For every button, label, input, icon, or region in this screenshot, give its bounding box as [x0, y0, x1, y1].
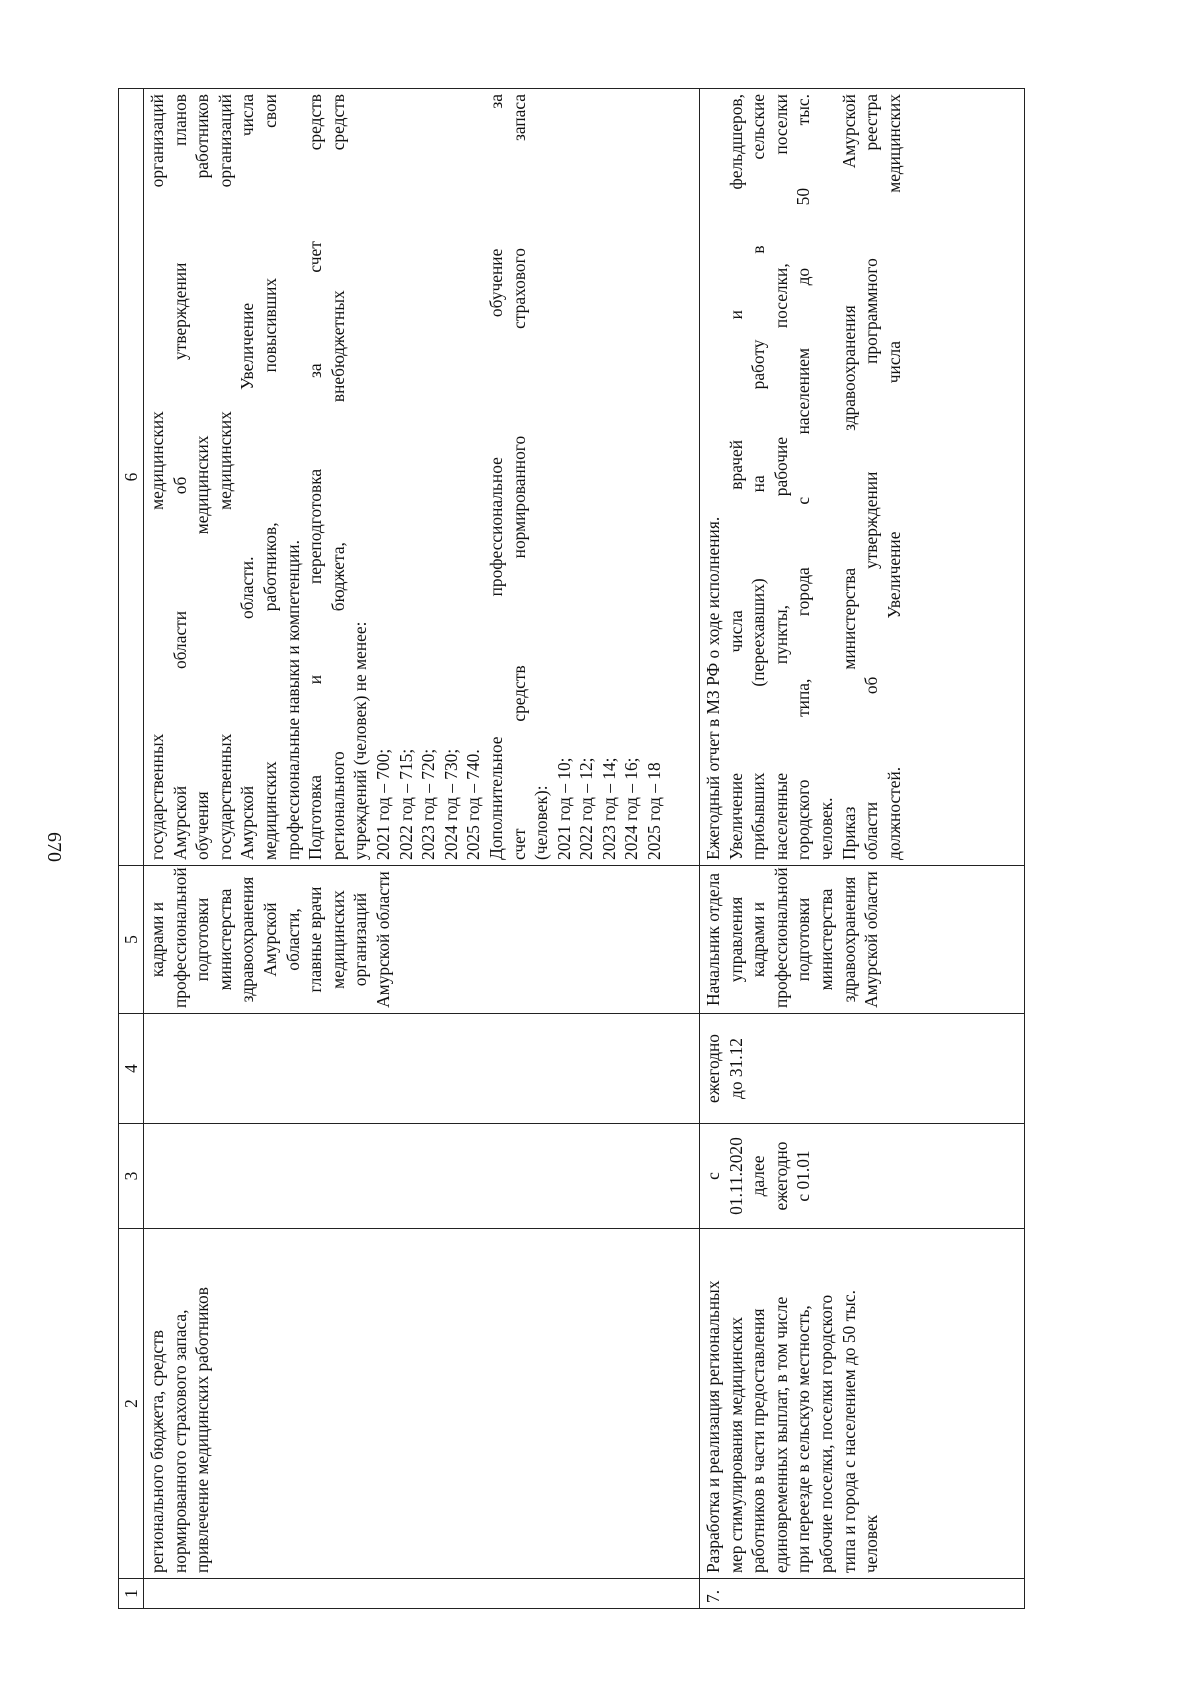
- cell-measure: [144, 1229, 700, 1579]
- cell-end-date: [144, 1014, 700, 1124]
- cell-text-line: человек.: [815, 797, 836, 860]
- cell-text-line: управления: [725, 896, 746, 983]
- cell-text-line: области,: [282, 908, 303, 971]
- cell-text-line: профессиональной: [770, 867, 791, 1008]
- cell-text-line: с 01.01: [793, 1150, 814, 1202]
- cell-text-line: 2025 год – 740.: [463, 749, 484, 860]
- cell-start-date: [144, 1124, 700, 1229]
- table-header-row: [119, 89, 144, 1609]
- cell-text-line: должностей. Увеличение числа медицинских: [883, 94, 904, 860]
- cell-text-line: нормированного страхового запаса,: [169, 1309, 190, 1573]
- header-col-1: 1: [119, 1579, 144, 1609]
- cell-text-line: Дополнительное профессиональное обучение за: [485, 94, 506, 860]
- cell-text-line: подготовки: [793, 897, 814, 982]
- cell-text-line: подготовки: [192, 897, 213, 982]
- cell-text-line: 2024 год – 16;: [621, 757, 642, 860]
- cell-text-line: работников в части предоставления: [748, 1308, 769, 1573]
- cell-text-line: счет средств нормированного страхового запаса: [508, 94, 529, 860]
- cell-text-line: Амурской области: [861, 871, 882, 1008]
- cell-text-line: 2023 год – 720;: [418, 748, 439, 860]
- cell-number: 7.: [700, 1579, 1025, 1609]
- cell-text-line: 2022 год – 12;: [576, 757, 597, 860]
- cell-text-line: профессиональной: [169, 867, 190, 1008]
- cell-text-line: государственных медицинских организаций: [147, 94, 167, 860]
- cell-text-line: типа и города с населением до 50 тыс.: [838, 1290, 859, 1573]
- cell-text-line: 01.11.2020: [725, 1137, 746, 1215]
- header-col-3: 3: [119, 1124, 144, 1229]
- cell-responsible: [144, 866, 700, 1014]
- cell-text-line: Начальник отдела: [703, 872, 723, 1007]
- cell-text-line: прибывших (переехавших) на работу в сельские: [748, 94, 769, 860]
- cell-text-line: регионального бюджета, внебюджетных средств: [327, 94, 348, 860]
- cell-text-line: регионального бюджета, средств: [147, 1330, 167, 1573]
- cell-text-line: Подготовка и переподготовка за счет средств: [305, 94, 326, 860]
- cell-text-line: ежегодно: [770, 1141, 791, 1211]
- cell-result: [700, 89, 1025, 866]
- cell-text-line: учреждений (человек) не менее:: [350, 621, 371, 860]
- cell-text-line: привлечение медицинских работников: [192, 1287, 213, 1573]
- cell-text-line: 2023 год – 14;: [598, 757, 619, 860]
- cell-text-line: 2021 год – 10;: [553, 757, 574, 860]
- cell-text-line: Ежегодный отчет в МЗ РФ о ходе исполнения.: [703, 516, 723, 860]
- cell-text-line: далее: [748, 1155, 769, 1197]
- header-col-6: 6: [119, 89, 144, 866]
- cell-text-line: обучения медицинских работников: [192, 94, 213, 860]
- cell-end-date: [700, 1014, 1025, 1124]
- table-row: [144, 89, 700, 1609]
- table-row: [700, 89, 1025, 1609]
- header-col-5: 5: [119, 866, 144, 1014]
- cell-text-line: Амурской: [259, 902, 280, 977]
- cell-text-line: Разработка и реализация региональных: [703, 1280, 723, 1573]
- cell-text-line: медицинских работников, повысивших свои: [259, 94, 280, 860]
- cell-text-line: 2022 год – 715;: [395, 748, 416, 860]
- cell-text-line: Амурской области об утверждении планов: [169, 94, 190, 860]
- document-sheet: [118, 89, 1023, 1609]
- cell-text-line: медицинских: [327, 890, 348, 989]
- cell-start-date: [700, 1124, 1025, 1229]
- cell-text-line: до 31.12: [725, 1037, 746, 1100]
- cell-text-line: Амурской области. Увеличение числа: [237, 94, 258, 860]
- header-col-4: 4: [119, 1014, 144, 1124]
- cell-text-line: государственных медицинских организаций: [214, 94, 235, 860]
- cell-text-line: (человек):: [531, 785, 552, 860]
- cell-text-line: здравоохранения: [838, 876, 859, 1003]
- cell-text-line: с: [703, 1172, 723, 1180]
- cell-text-line: мер стимулирования медицинских: [725, 1316, 746, 1573]
- cell-text-line: здравоохранения: [237, 876, 258, 1003]
- cell-text-line: при переезде в сельскую местность,: [793, 1305, 814, 1573]
- cell-number: [144, 1579, 700, 1609]
- cell-text-line: ежегодно: [703, 1034, 723, 1103]
- measures-table: [118, 88, 1025, 1609]
- cell-text-line: рабочие поселки, поселки городского: [815, 1294, 836, 1573]
- cell-text-line: городского типа, города с населением до 50 тыс.: [793, 94, 814, 860]
- cell-text-line: министерства: [214, 888, 235, 991]
- cell-text-line: кадрами и: [748, 901, 769, 978]
- header-col-2: 2: [119, 1229, 144, 1579]
- cell-text-line: единовременных выплат, в том числе: [770, 1296, 791, 1573]
- cell-text-line: области об утверждении программного реестра: [861, 94, 882, 860]
- cell-responsible: [700, 866, 1025, 1014]
- page-number: 670: [43, 832, 65, 862]
- cell-text-line: организаций: [350, 892, 371, 987]
- cell-text-line: 2021 год – 700;: [372, 748, 393, 860]
- cell-measure: [700, 1229, 1025, 1579]
- cell-text-line: человек: [861, 1514, 882, 1573]
- cell-text-line: Амурской области: [372, 871, 393, 1008]
- cell-text-line: профессиональные навыки и компетенции.: [282, 540, 303, 860]
- cell-text-line: 2024 год – 730;: [440, 748, 461, 860]
- cell-text-line: главные врачи: [305, 886, 326, 993]
- cell-text-line: Увеличение числа врачей и фельдшеров,: [725, 94, 746, 860]
- cell-text-line: 2025 год – 18: [644, 762, 665, 860]
- cell-text-line: кадрами и: [147, 901, 167, 978]
- cell-result: [144, 89, 700, 866]
- cell-text-line: Приказ министерства здравоохранения Амурской: [838, 94, 859, 860]
- cell-text-line: министерства: [815, 888, 836, 991]
- cell-text-line: населенные пункты, рабочие поселки, поселки: [770, 94, 791, 860]
